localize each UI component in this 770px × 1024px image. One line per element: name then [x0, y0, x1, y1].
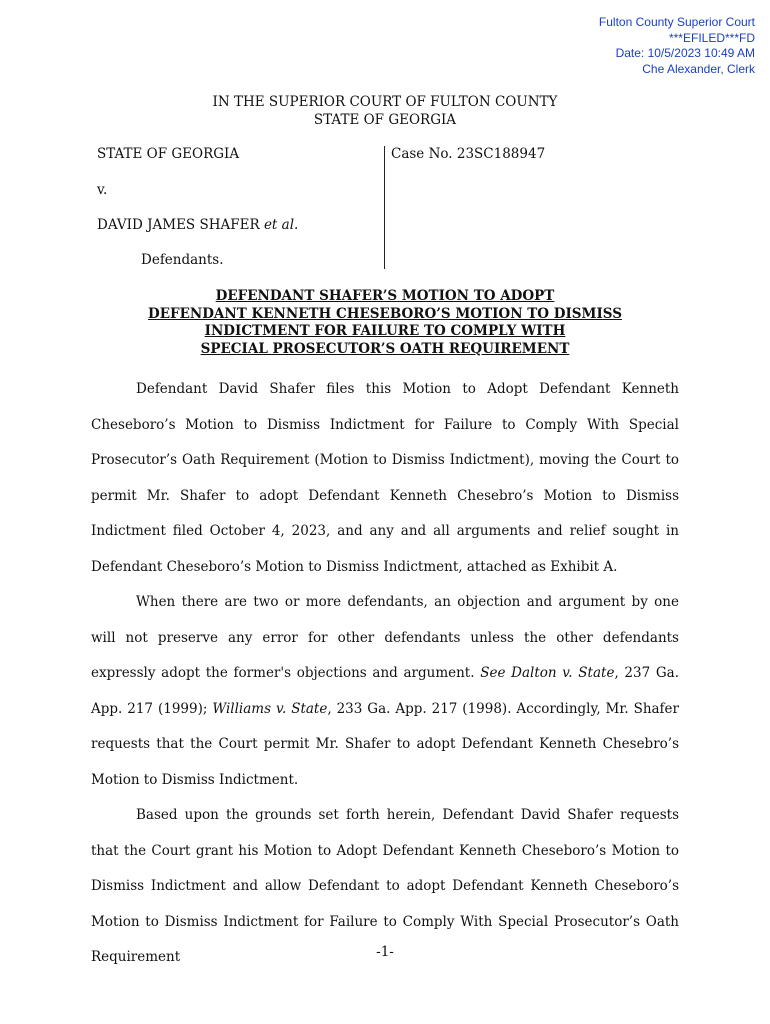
stamp-date: Date: 10/5/2023 10:49 AM [615, 46, 755, 60]
paragraph-3: Based upon the grounds set forth herein, Defendant David Shafer requests that the Court grant his Motion to Adopt Defendant Kenneth Cheseboro’s Motion to Dismiss Indictment and allow Defendant to adopt Defendant Kenneth Cheseboro’s Motion to Dismiss Indictment for Failure to Comply With Special Prosecutor’s Oath Requirement [91, 807, 679, 965]
motion-body [91, 372, 679, 976]
stamp-status: ***EFILED***FD [668, 30, 755, 45]
stamp-court: Fulton County Superior Court [598, 15, 755, 29]
paragraph-2-part2: , 237 Ga. App. 217 (1999); [91, 665, 680, 717]
motion-title [0, 288, 770, 358]
paragraph-2-part1: When there are two or more defendants, an objection and argument by one will not preserve any error for other defendants unless the other defendants expressly adopt the former's objections and argument. [91, 594, 679, 681]
court-heading-line1: IN THE SUPERIOR COURT OF FULTON COUNTY [212, 94, 558, 110]
paragraph-2-part3: , 233 Ga. App. 217 (1998). Accordingly, Mr. Shafer requests that the Court permit Mr. Shafer to adopt Defendant Kenneth Chesebro’s Motion to Dismiss Indictment. [91, 700, 679, 788]
stamp-clerk: Che Alexander, Clerk [642, 61, 755, 76]
paragraph-2 [91, 585, 679, 798]
caption-defendants-label: Defendants. [141, 252, 224, 268]
page-number: -1- [376, 944, 394, 960]
citation-williams: Williams v. State [212, 700, 328, 717]
caption-defendant [97, 217, 298, 233]
case-number: Case No. 23SC188947 [391, 146, 546, 162]
caption-defendant-suffix: et al. [263, 217, 299, 233]
caption-defendant-name: DAVID JAMES SHAFER [97, 217, 264, 233]
efile-stamp [435, 15, 755, 77]
paragraph-1: Defendant David Shafer files this Motion to Adopt Defendant Kenneth Cheseboro’s Motion to Dismiss Indictment for Failure to Comply With Special Prosecutor’s Oath Requirement (Motion to Dismiss Indictment), moving the Court to permit Mr. Shafer to adopt Defendant Kenneth Chesebro’s Motion to Dismiss Indictment filed October 4, 2023, and any and all arguments and relief sought in Defendant Cheseboro’s Motion to Dismiss Indictment, attached as Exhibit A. [91, 381, 679, 575]
caption-versus: v. [97, 182, 108, 198]
caption-divider [384, 146, 385, 269]
motion-title-line3: INDICTMENT FOR FAILURE TO COMPLY WITH [204, 323, 566, 339]
motion-title-line1: DEFENDANT SHAFER’S MOTION TO ADOPT [215, 288, 555, 304]
citation-dalton: See Dalton v. State [480, 665, 615, 681]
motion-title-line2: DEFENDANT KENNETH CHESEBORO’S MOTION TO DISMISS [148, 305, 622, 322]
court-heading [0, 94, 770, 129]
motion-title-line4: SPECIAL PROSECUTOR’S OATH REQUIREMENT [200, 340, 570, 357]
caption-plaintiff: STATE OF GEORGIA [97, 146, 240, 162]
court-heading-line2: STATE OF GEORGIA [313, 111, 457, 128]
